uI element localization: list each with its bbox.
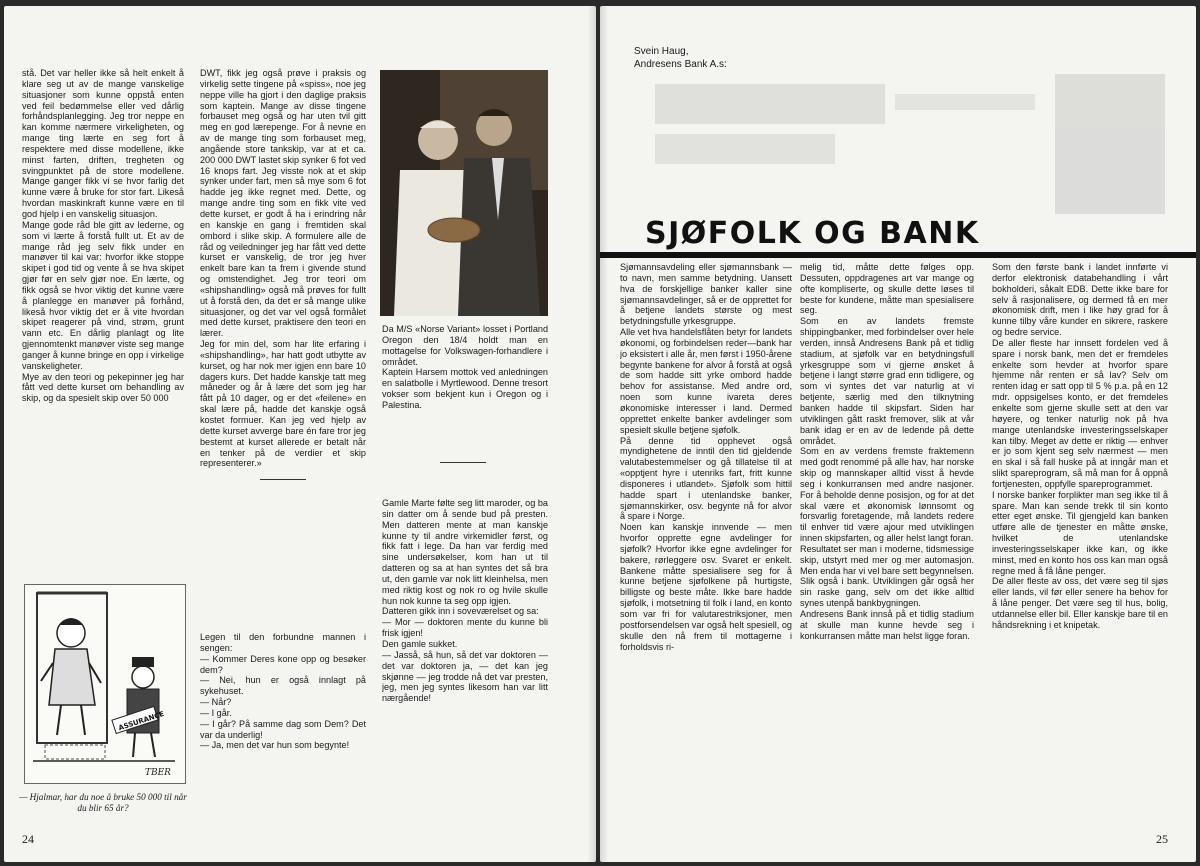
paragraph: — Nei, hun er også innlagt på sykehuset. — [200, 675, 366, 697]
paragraph: stå. Det var heller ikke så helt enkelt å klare seg ut av de mange vanskelige situasjoner som kunne oppstå enten ved feil bedømmelse eller ved dårlig forhåndsplanlegging. Jeg tror neppe en kan komme nærmere virkeligheten, og mange ting lærte en seg fort å respektere med disse modellene, ikke minst farten, driften, tregheten og svingpunktet på de store modellene. Mange ganger fikk vi se hvor farlig det kunne være å bruke for stor fart. Likeså hvordan maskinkraft kunne være en til god hjelp i en vanskelig situasjon. — [22, 68, 184, 219]
cartoon-drawing — [25, 585, 185, 783]
paragraph: Kaptein Harsem mottok ved anledningen en salatbolle i Myrtlewood. Denne tresort vokser som bekjent kun i Oregon og i Palestina. — [382, 367, 548, 410]
author-name: Svein Haug, — [634, 46, 689, 57]
paragraph: Resultatet ser man i moderne, tidsmessige skip, utstyrt med mer og mer automasjon. Men enda har vi vel bare sett begynnelsen. — [800, 543, 974, 576]
paragraph: — I går. — [200, 707, 232, 718]
paragraph: På denne tid opphevet også myndighetene de inntil den tid gjeldende valutabestemmelser og gå tillatelse til at «opptjent hyre i utenriks fart, fritt kunne disponeres i utlandet». Sjøfolk som hittil hadde spart i utenlandske banker, sjømannskirker, osv. begynte nå for alvor å spare i Norge. — [620, 435, 792, 522]
right-column-2 — [800, 262, 974, 842]
page-gutter-shadow — [600, 6, 608, 862]
paragraph: — Ja, men det var hun som begynte! — [200, 740, 350, 751]
title-rule — [600, 252, 1196, 258]
show-through-texture — [635, 64, 1175, 214]
photo-caption — [382, 324, 548, 444]
paragraph: melig tid, måtte dette følges opp. Dessuten, oppdragenes art var mange og ofte kompliserte, og skulle dette løses til beste for kundene, måtte man spesialisere seg. — [800, 262, 974, 316]
paragraph: — I går? På samme dag som Dem? Det var da underlig! — [200, 718, 366, 740]
left-column-3-lower — [382, 498, 548, 828]
paragraph: Legen til den forbundne mannen i sengen: — [200, 632, 366, 653]
paragraph: Noen kan kanskje innvende — men hvorfor opprette egne avdelinger for sjøfolk? Hvorfor ikke egne avdelinger for bakere, rørleggere osv. Svaret er enkelt. Bankene måtte spesialisere seg for å kunne betjene sjøfolkene på hurtigste, billigste og beste måte. Ikke bare hadde sjøfolk, i motsetning til folk i land, en konto som var fri for valutarestriksjoner, men postforsendelsen var også helt spesiell, og skulle den nå frem til mottagerne i forholdsvis ri- — [620, 522, 792, 652]
paragraph: Den gamle sukket. — [382, 638, 458, 649]
paragraph: De aller fleste har innsett fordelen ved å spare i norsk bank, men det er fremdeles enkelte som hevder at hvorfor spare hjemme når renten er så lav? Selv om renten idag er satt opp til 5 % p.a. på en 12 mdr. oppsigelses konto, er det fremdeles enkelte som gjerne skulle sett at den var høyere, og tenker naturlig nok på hva mange utenlandske investeringsselskaper kan tilby. Meget av dette er riktig — enhver er jo som kjent seg selv nærmest — men en skal i så fall huske på at inngår man et slikt spareprogram, så må man for å oppnå fortjenesten, oppfylle spareprogrammet. — [992, 337, 1168, 489]
paragraph: DWT, fikk jeg også prøve i praksis og virkelig sette tingene på «spiss», noe jeg neppe ville ha gjort i den daglige praksis som kaptein. Mange av disse tingene forbauset meg også og har uten tvil gitt meg en god lærepenge. For å nevne en av de mange ting som forbauset meg, angående store tankskip, var at et ca. 200 000 DWT lastet skip synker 6 fot ved 16 knops fart. Jeg visste nok at et skip synker under fart, men så mye som 6 fot hadde jeg ikke regnet med. Dette, og mange andre ting som en fikk vite ved dette kurset, er godt å ha i erindring når en kanskje en gang i fremtiden skal ombord i slike skip. A formulere alle de råd og veiledninger jeg har fått ved dette kurset er vanskelig, de tror jeg hver enkelt bare kan ta frem i givende stund og omstendighet. Jeg tror teori om «shipshandling» også må prøves for fullt ut å forstå den, da det er så mange ulike situasjoner, og det var vel også formålet med dette kurset, praktisere den teori en lærer. — [200, 68, 366, 339]
paragraph: I norske banker forplikter man seg ikke til å spare. Man kan sende trekk til sin konto etter eget ønske. Til gjengjeld kan banken utføre alle de tjenester en måtte ønske, hvilket de utenlandske investeringsselskaper ikke kan, og ikke minst, med en konto hos oss kan man også regne med å få låne penger. — [992, 489, 1168, 576]
left-column-2 — [200, 68, 366, 598]
paragraph: De aller fleste av oss, det være seg til sjøs eller lands, vil før eller senere ha behov for å låne penger. Det være seg til hus, bolig, utdannelse eller bil. Eller kanskje bare til en håndsrekning i et knipetak. — [992, 576, 1168, 630]
paragraph: — Mor — doktoren mente du kunne bli frisk igjen! — [382, 617, 548, 639]
right-page — [600, 6, 1196, 862]
page-number: 25 — [1156, 832, 1168, 846]
paragraph: Sjømannsavdeling eller sjømannsbank — to navn, men samme betydning. Uansett hva de forskjellige banker kaller sine sjømannsavdelinger, så er de opprettet for å betjene landets største og mest betydningsfulle yrkesgruppe. — [620, 262, 792, 327]
paragraph: Da M/S «Norse Variant» losset i Portland Oregon den 18/4 holdt man en mottagelse for Volkswagen-forhandlere i området. — [382, 324, 548, 367]
cartoon-sign-text: ASSURANCE — [117, 709, 166, 733]
cartoon-caption: — Hjalmar, har du noe å bruke 50 000 til når du blir 65 år? — [19, 792, 187, 813]
paragraph: Jeg for min del, som har lite erfaring i «shipshandling», har hatt godt utbytte av kurset, og har nok mer igjen enn bare 10 dagers kurs. Det hadde kanskje tatt meg måneder og år å lære det som jeg har fått på 10 dager, og er det «feilene» en skal lære på, hadde det kanskje også kostet formuer. Kan jeg ved hjelp av dette kurset avverge bare én fare tror jeg bestemt at kurset allerede er betalt når en tenker på de verdier et skip representerer.» — [200, 339, 366, 469]
photo — [380, 70, 548, 316]
paragraph: Gamle Marte følte seg litt maroder, og ba sin datter om å sende bud på presten. Men datteren mente at man kanskje kunne ty til andre virkemidler først, og fikk fatt i lege. Da han var ferdig med sine undersøkelser, kom han ut til datteren og sa at han syntes det så bra ut, den gamle var nok litt kleinhelsa, men med riktig kost og nok ro og hvile skulle hun nok kunne ta seg opp igjen. — [382, 498, 548, 606]
cartoon-illustration — [24, 584, 186, 784]
section-divider — [260, 479, 306, 480]
cartoon-signature: TBER — [145, 768, 171, 778]
paragraph: Datteren gikk inn i soveværelset og sa: — [382, 606, 539, 617]
page-number: 24 — [22, 832, 34, 846]
left-column-2-lower — [200, 632, 366, 822]
paragraph: Som den første bank i landet innførte vi derfor elektronisk databehandling i vårt bokholderi, såkalt EDB. Dette ikke bare for selv å rasjonalisere, og dermed få en mer økonomisk drift, men i like høy grad for å kunne tilby våre kunder en sikrere, raskere og bedre service. — [992, 262, 1168, 338]
article-title: SJØFOLK OG BANK — [645, 216, 980, 251]
left-page — [4, 6, 596, 862]
paragraph: — Kommer Deres kone opp og besøker dem? — [200, 653, 366, 675]
author-organization: Andresens Bank A.s: — [634, 58, 727, 70]
page-gutter-shadow — [588, 6, 596, 862]
right-column-3 — [992, 262, 1168, 842]
left-column-1 — [22, 68, 184, 574]
paragraph: Som en av landets fremste shippingbanker, med forbindelser over hele verden, innså Andresens Bank på et tidlig stadium, at sjøfolk var en betydningsfull yrkesgruppe som vi gjerne ønsket å betjene i langt større grad enn tidligere, og som vi syntes det var naturlig at vi betjente, særlig med den tilknytning banken hadde til skipsfart. Siden har utviklingen gått raskt fremover, slik at vår bank idag er en av de ledende på dette området. — [800, 316, 974, 446]
paragraph: Mye av den teori og pekepinner jeg har fått ved dette kurset om behandling av skip, og da spesielt skip over 50 000 — [22, 371, 184, 404]
paragraph: Som en av verdens fremste fraktemenn med godt renommé på alle hav, har norske skip og mannskaper alltid visst å hevde seg i konkurransen med andre nasjoner. For å beholde denne posisjon, og for at det skal være et økonomisk lønnsomt og forsvarlig foretagende, må landets redere til enhver tid være ajour med utviklingen innen skipsfarten, og aller helst langt foran. — [800, 446, 974, 544]
right-column-1 — [620, 262, 792, 842]
paragraph: Andresens Bank innså på et tidlig stadium at skulle man kunne hevde seg i konkurransen måtte man helst ligge foran. — [800, 609, 974, 641]
photo-illustration — [380, 70, 548, 316]
section-divider — [440, 462, 486, 463]
paragraph: — Når? — [200, 697, 232, 708]
paragraph: Mange gode råd ble gitt av lederne, og som vi lærte å forstå fullt ut. Et av de mange råd jeg selv fikk under en manøver til kai var: hvorfor ikke stoppe skipet i god tid og vente å se hva skipet gjør før en selv gjør noe. En lærte, og fikk også se hvor viktig det kunne være å planlegge en manøver på forhånd, likeså hvor viktig det er å vite hvordan skipet reagerer på vind, strøm, grunt vann etc. En dårlig planlagt og lite gjennomtenkt manøver viste seg mange ganger å kunne bringe en opp i virkelige vanskeligheter. — [22, 219, 184, 371]
paragraph: Slik også i bank. Utviklingen går også her sin raske gang, selv om det ikke alltid synes utenpå bankbygningen. — [800, 576, 974, 609]
paragraph: — Jasså, så hun, så det var doktoren — det var doktoren ja, — det kan jeg skjønne — jeg trodde nå det var presten, jeg, men jeg syntes likesom han var litt nærgående! — [382, 649, 548, 704]
paragraph: Alle vet hva handelsflåten betyr for landets økonomi, og forbindelsen reder—bank har jo eksistert i alle år, men først i 1950-årene begynte bankene for alvor å forstå at også de som hadde sitt yrke ombord hadde behov for assistanse. Med andre ord, noen som kunne ivareta deres økonomiske interesser i land. Dermed opprettet enkelte banker avdelinger som spesielt skulle betjene sjøfolk. — [620, 327, 792, 435]
